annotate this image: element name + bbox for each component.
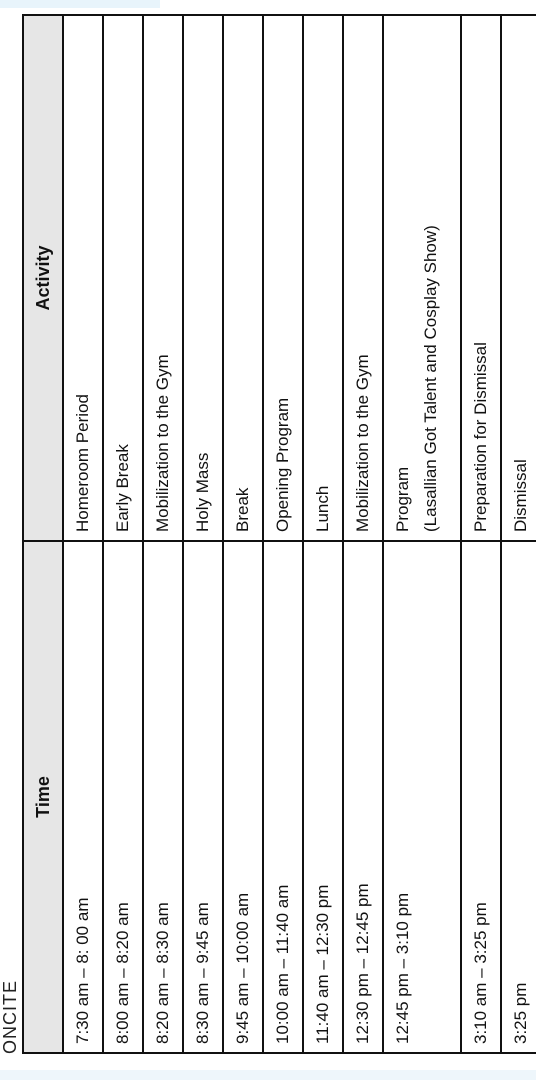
activity-cell: Mobilization to the Gym bbox=[343, 15, 383, 541]
time-cell: 10:00 am – 11:40 am bbox=[263, 541, 303, 1053]
time-cell: 12:30 pm – 12:45 pm bbox=[343, 541, 383, 1053]
activity-cell: Mobilization to the Gym bbox=[143, 15, 183, 541]
rotated-schedule-page bbox=[0, 16, 530, 1054]
scan-tint-bottom bbox=[0, 1070, 536, 1080]
time-cell: 9:45 am – 10:00 am bbox=[223, 541, 263, 1053]
table-row bbox=[223, 15, 263, 1053]
header-activity: Activity bbox=[23, 15, 63, 541]
time-cell: 11:40 am – 12:30 pm bbox=[303, 541, 343, 1053]
activity-main-line: Program bbox=[393, 466, 412, 532]
activity-cell: Early Break bbox=[103, 15, 143, 541]
activity-sub-line: (Lasallian Got Talent and Cosplay Show) bbox=[421, 225, 440, 532]
table-row bbox=[383, 15, 461, 1053]
time-cell: 3:25 pm bbox=[501, 541, 536, 1053]
time-cell: 8:30 am – 9:45 am bbox=[183, 541, 223, 1053]
table-row bbox=[303, 15, 343, 1053]
table-row bbox=[461, 15, 501, 1053]
table-row bbox=[143, 15, 183, 1053]
activity-cell: Homeroom Period bbox=[63, 15, 103, 541]
table-row bbox=[501, 15, 536, 1053]
table-row bbox=[63, 15, 103, 1053]
activity-cell: Break bbox=[223, 15, 263, 541]
time-cell: 3:10 am – 3:25 pm bbox=[461, 541, 501, 1053]
activity-cell bbox=[383, 15, 461, 541]
table-header-row bbox=[23, 15, 63, 1053]
table-row bbox=[103, 15, 143, 1053]
scan-tint-top bbox=[0, 0, 160, 8]
table-row bbox=[343, 15, 383, 1053]
activity-cell: Dismissal bbox=[501, 15, 536, 541]
time-cell: 8:00 am – 8:20 am bbox=[103, 541, 143, 1053]
table-row bbox=[183, 15, 223, 1053]
schedule-table bbox=[22, 14, 536, 1054]
table-row bbox=[263, 15, 303, 1053]
activity-cell: Opening Program bbox=[263, 15, 303, 541]
activity-cell: Lunch bbox=[303, 15, 343, 541]
activity-cell: Holy Mass bbox=[183, 15, 223, 541]
header-time: Time bbox=[23, 541, 63, 1053]
time-cell: 7:30 am – 8: 00 am bbox=[63, 541, 103, 1053]
activity-cell: Preparation for Dismissal bbox=[461, 15, 501, 541]
time-cell: 8:20 am – 8:30 am bbox=[143, 541, 183, 1053]
time-cell: 12:45 pm – 3:10 pm bbox=[383, 541, 461, 1053]
page-caption: ONCITE bbox=[0, 979, 20, 1054]
